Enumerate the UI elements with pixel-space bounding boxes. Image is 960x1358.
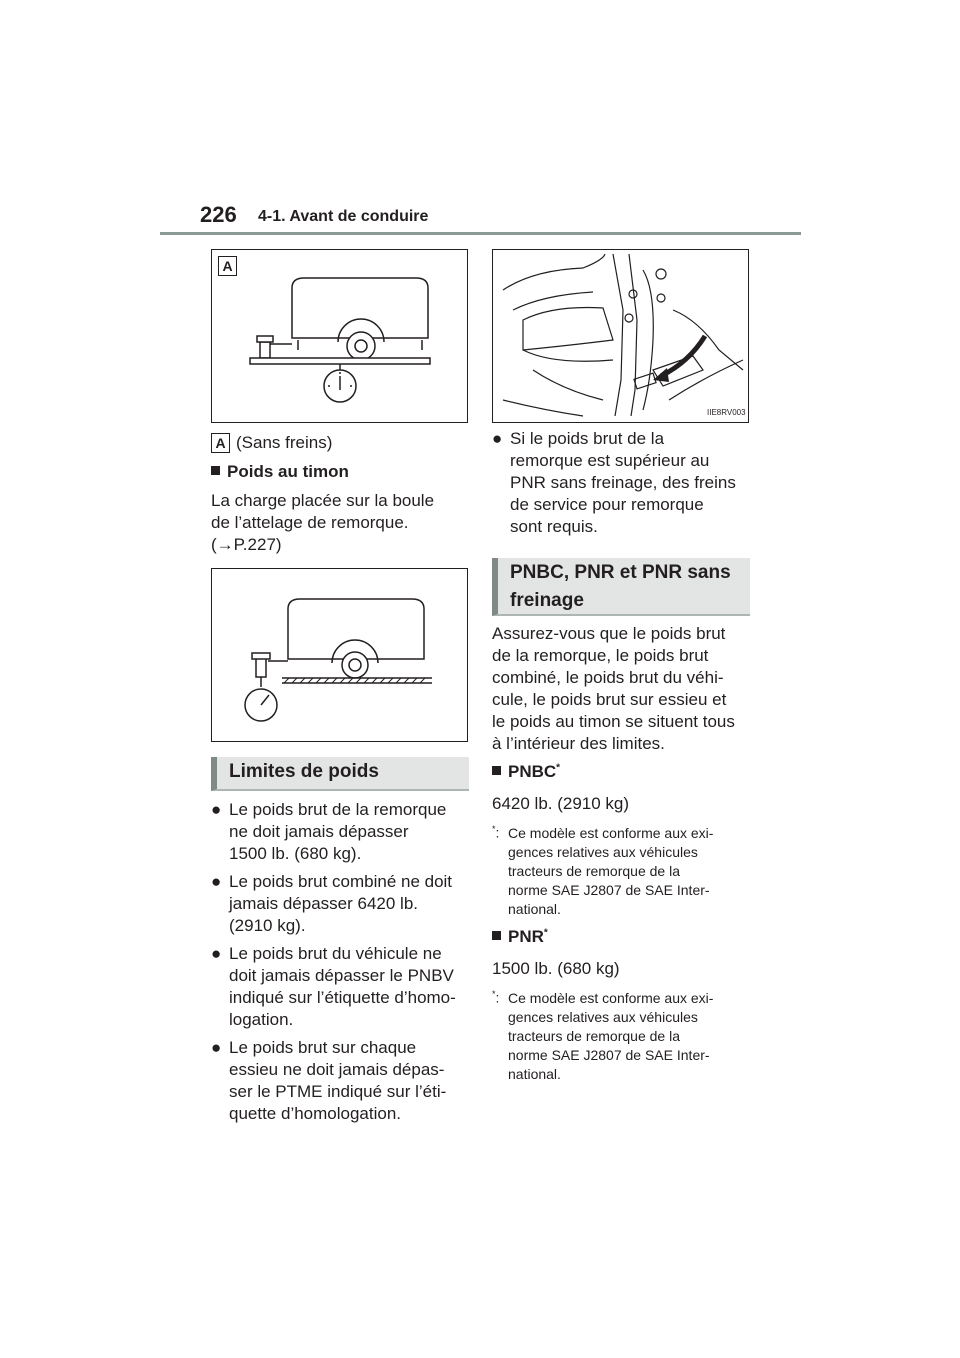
tongue-weight-heading-text: Poids au timon xyxy=(227,462,349,481)
footnote-colon: : xyxy=(495,989,500,1006)
door-jamb-label-illustration xyxy=(493,250,747,421)
figure-trailer-weight xyxy=(211,249,468,423)
pnbc-value: 6420 lb. (2910 kg) xyxy=(492,794,630,813)
square-bullet-icon xyxy=(492,766,501,775)
asterisk: * xyxy=(492,989,496,999)
header-rule xyxy=(160,232,801,235)
bullet-dot-icon: ● xyxy=(211,800,222,819)
pnbc-label: PNBC xyxy=(508,762,557,781)
caption-label-a: A xyxy=(211,433,230,453)
weight-limits-heading: Limites de poids xyxy=(211,757,469,791)
bullet-text: Le poids brut du véhicule ne doit jamais dépasser le PNBV indiqué sur l’étiquette d’homo- logation. xyxy=(229,944,456,1029)
bullet-dot-icon: ● xyxy=(492,429,503,448)
bullet-item xyxy=(211,871,471,941)
trailer-on-scale-illustration xyxy=(212,250,466,421)
bullet-text: Si le poids brut de la remorque est supérieur au PNR sans freinage, des freins de service pour remorque sont requis. xyxy=(510,429,736,536)
section-title: 4-1. Avant de conduire xyxy=(258,208,429,225)
figure-door-label xyxy=(492,249,749,423)
square-bullet-icon xyxy=(211,466,220,475)
square-bullet-icon xyxy=(492,931,501,940)
pnbc-footnote-text: Ce modèle est conforme aux exi- gences relatives aux véhicules tracteurs de remorque de la norme SAE J2807 de SAE Inter- national. xyxy=(508,825,714,917)
bullet-item xyxy=(211,799,471,869)
gcwr-heading: PNBC, PNR et PNR sans freinage xyxy=(492,558,750,616)
pnr-footnote xyxy=(492,985,499,1008)
figure-caption: (Sans freins) xyxy=(236,433,333,452)
bullet-dot-icon: ● xyxy=(211,872,222,891)
pnr-label: PNR xyxy=(508,927,544,946)
pnbc-heading xyxy=(492,762,560,782)
image-code: IIE8RV003 xyxy=(707,408,746,417)
figure-tongue-weight xyxy=(211,568,468,742)
bullet-text: Le poids brut de la remorque ne doit jamais dépasser 1500 lb. (680 kg). xyxy=(229,800,447,863)
bullet-dot-icon: ● xyxy=(211,1038,222,1057)
figure-label-a: A xyxy=(218,256,237,276)
pnr-heading xyxy=(492,927,548,947)
bullet-text: Le poids brut sur chaque essieu ne doit jamais dépas- ser le PTME indiqué sur l’éti- quette d’homologation. xyxy=(229,1038,447,1123)
tongue-weight-text: La charge placée sur la boule de l’attelage de remorque. (→P.227) xyxy=(211,491,435,554)
asterisk: * xyxy=(492,824,496,834)
asterisk: * xyxy=(556,762,561,774)
asterisk: * xyxy=(543,927,548,939)
tongue-weight-heading xyxy=(211,462,349,482)
footnote-colon: : xyxy=(495,824,500,841)
intro-paragraph: Assurez-vous que le poids brut de la remorque, le poids brut combiné, le poids brut du véhi- cule, le poids brut sur essieu et le poids au timon se situent tous à l’intérieur des limites. xyxy=(492,624,735,753)
bullet-dot-icon: ● xyxy=(211,944,222,963)
page-number: 226 xyxy=(200,202,237,227)
tongue-weight-illustration xyxy=(212,569,466,740)
bullet-item xyxy=(492,428,757,540)
pnbc-footnote xyxy=(492,820,499,843)
pnr-footnote-text: Ce modèle est conforme aux exi- gences relatives aux véhicules tracteurs de remorque de la norme SAE J2807 de SAE Inter- national. xyxy=(508,990,714,1082)
pnr-value: 1500 lb. (680 kg) xyxy=(492,959,620,978)
bullet-item xyxy=(211,943,471,1033)
bullet-text: Le poids brut combiné ne doit jamais dépasser 6420 lb. (2910 kg). xyxy=(229,872,453,935)
bullet-item xyxy=(211,1037,471,1127)
